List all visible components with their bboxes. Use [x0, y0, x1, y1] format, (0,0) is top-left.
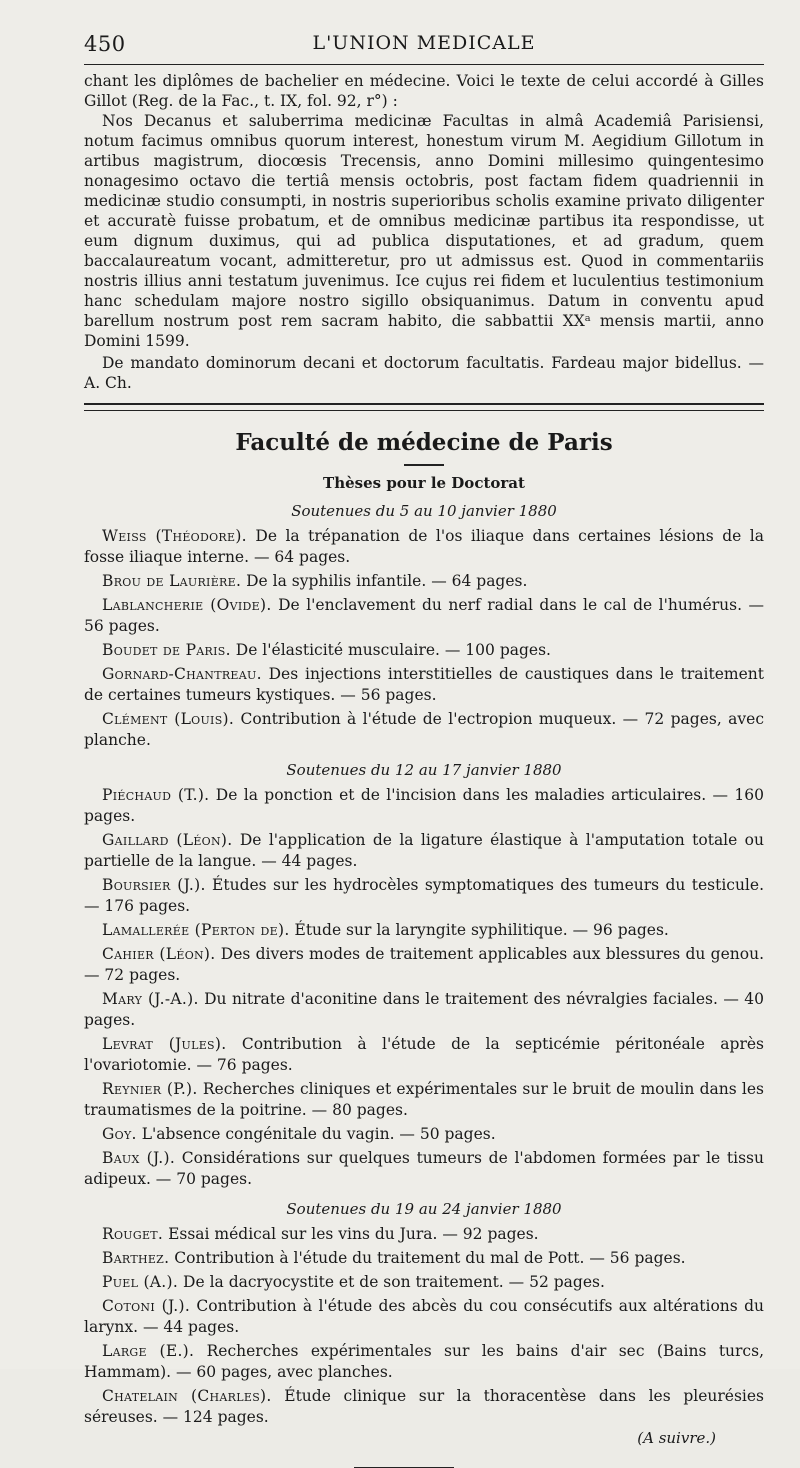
thesis-title: Recherches cliniques et expérimentales sur le bruit de moulin dans les traumatismes de la poitrine. — 80 pages.	[84, 1080, 765, 1119]
thesis-entry	[84, 989, 764, 1031]
thesis-author: Weiss (Théodore).	[102, 527, 247, 545]
theses-title: Thèses pour le Doctorat	[323, 474, 525, 492]
thesis-title: Étude sur la laryngite syphilitique. — 96 pages.	[289, 921, 669, 939]
thesis-author: Reynier (P.).	[102, 1080, 198, 1098]
thesis-list	[84, 1224, 764, 1428]
thesis-author: Clément (Louis).	[102, 710, 235, 728]
thesis-entry	[84, 920, 764, 941]
thesis-title: Contribution à l'étude du traitement du mal de Pott. — 56 pages.	[169, 1249, 686, 1267]
thesis-author: Boursier (J.).	[102, 876, 206, 894]
thesis-entry	[84, 875, 764, 917]
thesis-title: Du nitrate d'aconitine dans le traitement des névralgies faciales. — 40 pages.	[84, 990, 764, 1029]
thesis-entry	[84, 1296, 764, 1338]
thesis-entry	[84, 664, 764, 706]
thesis-author: Rouget.	[102, 1225, 164, 1243]
session-heading: Soutenues du 5 au 10 janvier 1880	[291, 502, 557, 520]
thesis-entry	[84, 1034, 764, 1076]
thesis-entry	[84, 1248, 764, 1269]
session-heading: Soutenues du 19 au 24 janvier 1880	[286, 1200, 562, 1218]
diploma-signature: De mandato dominorum decani et doctorum facultatis. Fardeau major bidellus. — A. Ch.	[84, 354, 764, 392]
thesis-author: Lablancherie (Ovide).	[102, 596, 272, 614]
journal-title: L'UNION MEDICALE	[312, 32, 536, 54]
thesis-entry	[84, 709, 764, 751]
section-separator	[84, 403, 764, 411]
thesis-author: Mary (J.-A.).	[102, 990, 199, 1008]
thesis-entry	[84, 1124, 764, 1145]
thesis-entry	[84, 1386, 764, 1428]
thesis-author: Gaillard (Léon).	[102, 831, 233, 849]
running-head	[84, 26, 764, 65]
session-heading: Soutenues du 12 au 17 janvier 1880	[286, 761, 562, 779]
thesis-entry	[84, 1272, 764, 1293]
thesis-title: De la syphilis infantile. — 64 pages.	[241, 572, 528, 590]
thesis-title: Essai médical sur les vins du Jura. — 92 pages.	[163, 1225, 539, 1243]
thesis-entry	[84, 1224, 764, 1245]
thesis-title: Études sur les hydrocèles symptomatiques des tumeurs du testicule. — 176 pages.	[84, 876, 764, 915]
page-number: 450	[84, 32, 126, 56]
thesis-entry	[84, 1079, 764, 1121]
thesis-entry	[84, 1341, 764, 1383]
thesis-title: De l'enclavement du nerf radial dans le cal de l'humérus. — 56 pages.	[84, 596, 765, 635]
thesis-entry	[84, 640, 764, 661]
thesis-author: Goy.	[102, 1125, 137, 1143]
thesis-entry	[84, 785, 764, 827]
thesis-title: Contribution à l'étude de l'ectropion muqueux. — 72 pages, avec planche.	[84, 710, 764, 749]
thesis-author: Chatelain (Charles).	[102, 1387, 272, 1405]
thesis-author: Levrat (Jules).	[102, 1035, 227, 1053]
thesis-list	[84, 526, 764, 751]
thesis-author: Lamallerée (Perton de).	[102, 921, 290, 939]
thesis-title: De l'application de la ligature élastique à l'amputation totale ou partielle de la langue. — 44 pages.	[84, 831, 765, 870]
thesis-entry	[84, 1148, 764, 1190]
thesis-entry	[84, 830, 764, 872]
thesis-title: Contribution à l'étude de la septicémie péritonéale après l'ovariotomie. — 76 pages.	[84, 1035, 765, 1074]
thesis-author: Barthez.	[102, 1249, 170, 1267]
thesis-entry	[84, 944, 764, 986]
thesis-title: De la ponction et de l'incision dans les maladies articulaires. — 160 pages.	[84, 786, 764, 825]
thesis-author: Cotoni (J.).	[102, 1297, 191, 1315]
title-rule	[404, 464, 444, 466]
thesis-title: Recherches expérimentales sur les bains d'air sec (Bains turcs, Hammam). — 60 pages, avec planches.	[84, 1342, 764, 1381]
thesis-title: Considérations sur quelques tumeurs de l'abdomen formées par le tissu adipeux. — 70 pages.	[84, 1149, 764, 1188]
thesis-author: Puel (A.).	[102, 1273, 179, 1291]
thesis-title: De la trépanation de l'os iliaque dans certaines lésions de la fosse iliaque interne. — 64 pages.	[84, 527, 764, 566]
thesis-entry	[84, 595, 764, 637]
theses-sessions	[84, 502, 764, 1428]
intro-section	[84, 71, 764, 393]
thesis-title: L'absence congénitale du vagin. — 50 pages.	[136, 1125, 496, 1143]
thesis-title: Contribution à l'étude des abcès du cou consécutifs aux altérations du larynx. — 44 pages.	[84, 1297, 764, 1336]
latin-diploma-text: Nos Decanus et saluberrima medicinæ Facultas in almâ Academiâ Parisiensi, notum facimus omnibus quorum interest, honestum virum M. Aegidium Gillotum in artibus magistrum, diocœsis Trecensis, anno Domini millesimo quingentesimo nonagesimo octavo die tertiâ mensis octobris, post factam fidem quadriennii in medicinæ studio consumpti, in nostris superioribus scholis examine privato diligenter et accuratè fuisse probatum, et de omnibus medicinæ partibus ita respondisse, ut eum dignum duximus, qui ad publica disputationes, et ad gradum, quem baccalaureatum vocant, admitteretur, pro ut admissus est. Quod in commentariis nostris illius anni testatum juvenimus. Ice cujus rei fidem et luculentius testimonium hanc schedulam majore nostro sigillo obsiquanimus. Datum in conventu apud barellum nostrum post rem sacram habito, die sabbattii XXᵃ mensis martii, anno Domini 1599.	[84, 112, 764, 350]
thesis-author: Cahier (Léon).	[102, 945, 216, 963]
thesis-author: Large (E.).	[102, 1342, 195, 1360]
thesis-title: Des injections interstitielles de caustiques dans le traitement de certaines tumeurs kystiques. — 56 pages.	[84, 665, 764, 704]
thesis-entry	[84, 526, 764, 568]
continuation-note: (A suivre.)	[637, 1429, 716, 1447]
thesis-author: Boudet de Paris.	[102, 641, 231, 659]
thesis-author: Baux (J.).	[102, 1149, 176, 1167]
thesis-entry	[84, 571, 764, 592]
thesis-list	[84, 785, 764, 1190]
thesis-author: Gornard-Chantreau.	[102, 665, 262, 683]
thesis-title: De l'élasticité musculaire. — 100 pages.	[230, 641, 551, 659]
thesis-title: De la dacryocystite et de son traitement. — 52 pages.	[178, 1273, 605, 1291]
thesis-author: Brou de Laurière.	[102, 572, 242, 590]
intro-lead: chant les diplômes de bachelier en médecine. Voici le texte de celui accordé à Gilles Gillot (Reg. de la Fac., t. IX, fol. 92, r°) :	[84, 72, 764, 110]
thesis-title: Des divers modes de traitement applicables aux blessures du genou. — 72 pages.	[84, 945, 764, 984]
thesis-author: Piéchaud (T.).	[102, 786, 210, 804]
thesis-title: Étude clinique sur la thoracentèse dans les pleurésies séreuses. — 124 pages.	[84, 1387, 764, 1426]
faculty-title: Faculté de médecine de Paris	[235, 429, 613, 456]
